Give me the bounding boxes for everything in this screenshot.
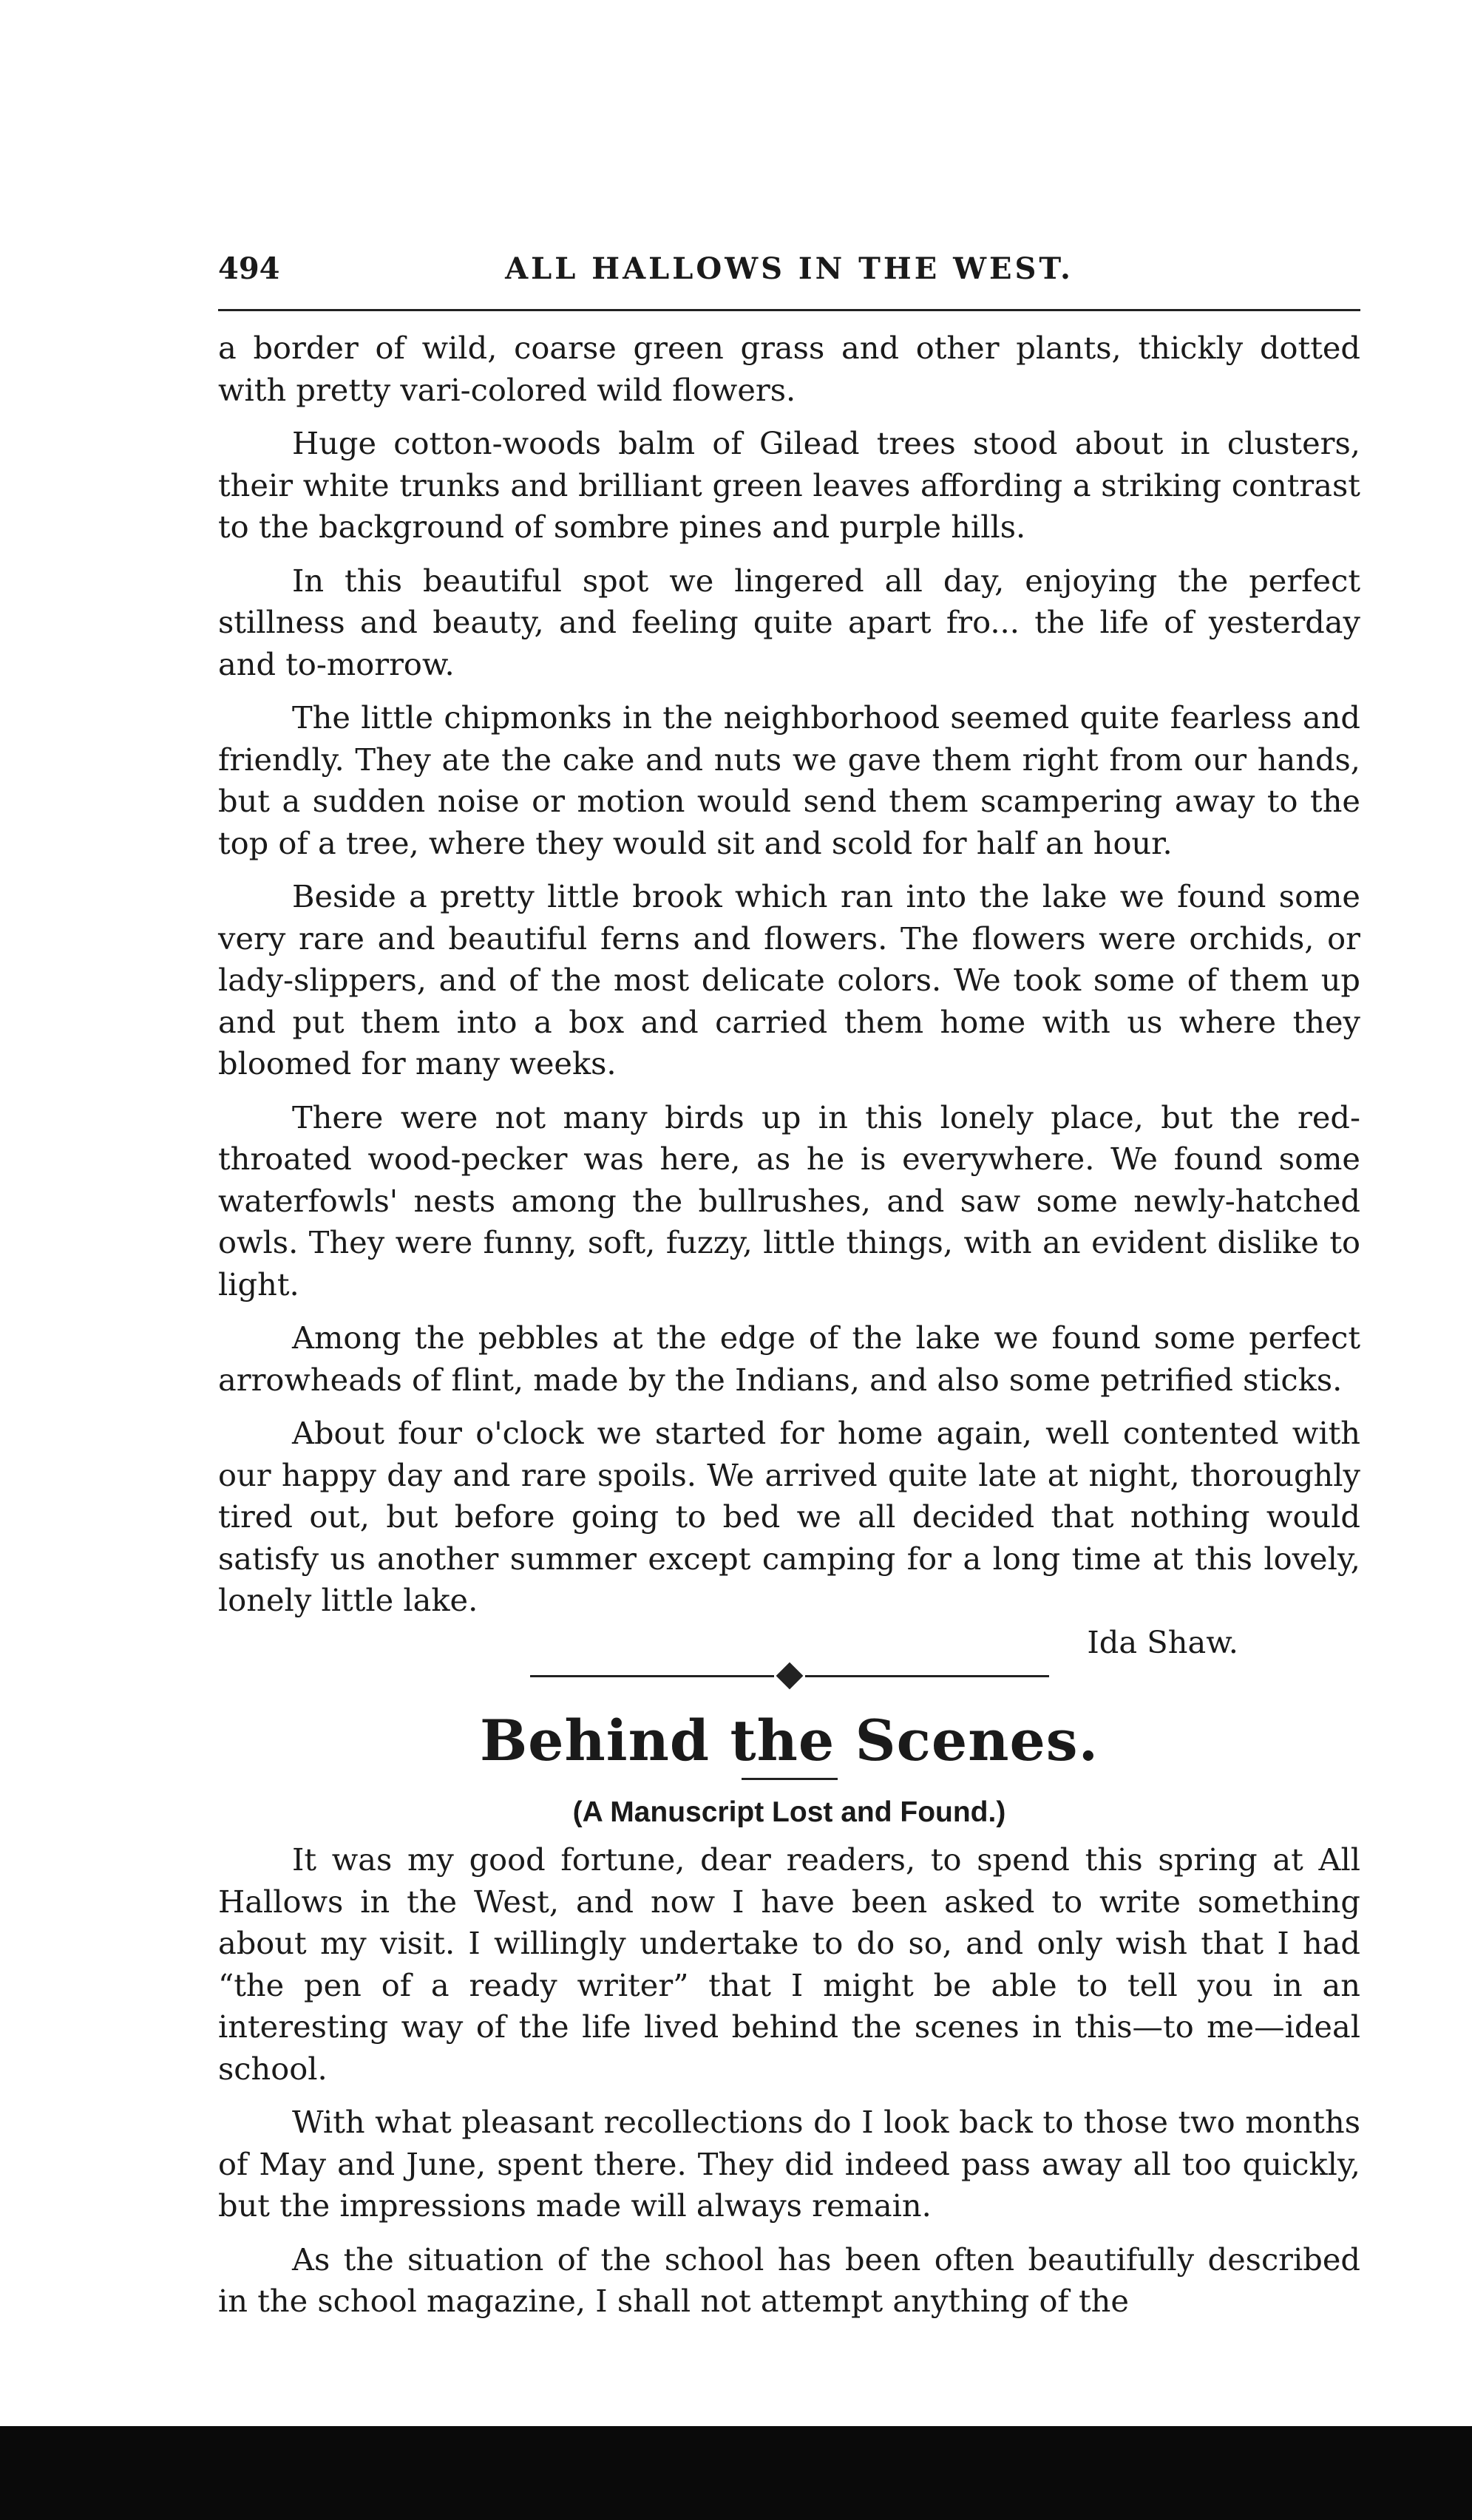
header-rule bbox=[218, 309, 1360, 311]
paragraph: Among the pebbles at the edge of the lake we found some perfect arrowheads of flint, made by the Indians, and also some petrified sticks. bbox=[218, 1320, 1360, 1398]
paragraph: In this beautiful spot we lingered all day, enjoying the perfect stillness and beauty, and feeling quite apart fro... the life of yesterday and to-morrow. bbox=[218, 562, 1360, 682]
ornament-line bbox=[805, 1675, 1049, 1677]
ornament-line bbox=[530, 1675, 774, 1677]
paragraph: The little chipmonks in the neighborhood seemed quite fearless and friendly. They ate the cake and nuts we gave them right from our hands, but a sudden noise or motion would send them scampering away to the top of a tree, where they would sit and scold for half an hour. bbox=[218, 699, 1360, 861]
paragraph: As the situation of the school has been often beautifully described in the school magazine, I shall not attempt anything of the bbox=[218, 2241, 1360, 2319]
running-title: ALL HALLOWS IN THE WEST. bbox=[505, 251, 1074, 286]
book-page bbox=[218, 251, 1360, 2334]
scan-edge-bar bbox=[0, 2426, 1472, 2520]
paragraph: a border of wild, coarse green grass and other plants, thickly dotted with pretty vari-colored wild flowers. bbox=[218, 330, 1360, 408]
paragraph: With what pleasant recollections do I look back to those two months of May and June, spent there. They did indeed pass away all too quickly, but the impressions made will always remain. bbox=[218, 2104, 1360, 2224]
paragraph: Beside a pretty little brook which ran into the lake we found some very rare and beautiful ferns and flowers. The flowers were orchids, or lady-slippers, and of the most delicate colors. We took some of them up and put them into a box and carried them home with us where they bloomed for many weeks. bbox=[218, 878, 1360, 1081]
paragraph: About four o'clock we started for home again, well contented with our happy day and rare spoils. We arrived quite late at night, thoroughly tired out, but before going to bed we all decided that nothing would satisfy us another summer except camping for a long time at this lovely, lonely little lake. bbox=[218, 1415, 1360, 1618]
paragraph: Huge cotton-woods balm of Gilead trees stood about in clusters, their white trunks and brilliant green leaves affording a striking contrast to the background of sombre pines and purple hills. bbox=[218, 425, 1360, 545]
article-subtitle: (A Manuscript Lost and Found.) bbox=[572, 1796, 1006, 1828]
page-number: 494 bbox=[218, 251, 280, 286]
page-header bbox=[218, 251, 1360, 296]
paragraph: It was my good fortune, dear readers, to spend this spring at All Hallows in the West, and now I have been asked to write something about my visit. I willingly undertake to do so, and only wish that I had “the pen of a ready writer” that I might be able to tell you in an interesting way of the life lived behind the scenes in this—to me—ideal school. bbox=[218, 1841, 1360, 2087]
diamond-ornament-icon bbox=[776, 1663, 803, 1690]
title-underline bbox=[742, 1778, 838, 1780]
section-ornament bbox=[218, 1666, 1360, 1685]
paragraph: There were not many birds up in this lonely place, but the red-throated wood-pecker was here, as he is everywhere. We found some waterfowls' nests among the bullrushes, and saw some newly-hatched owls. They were funny, soft, fuzzy, little things, with an evident dislike to light. bbox=[218, 1098, 1360, 1303]
author-signature: Ida Shaw. bbox=[1087, 1623, 1238, 1660]
article-title: Behind the Scenes. bbox=[479, 1708, 1099, 1773]
